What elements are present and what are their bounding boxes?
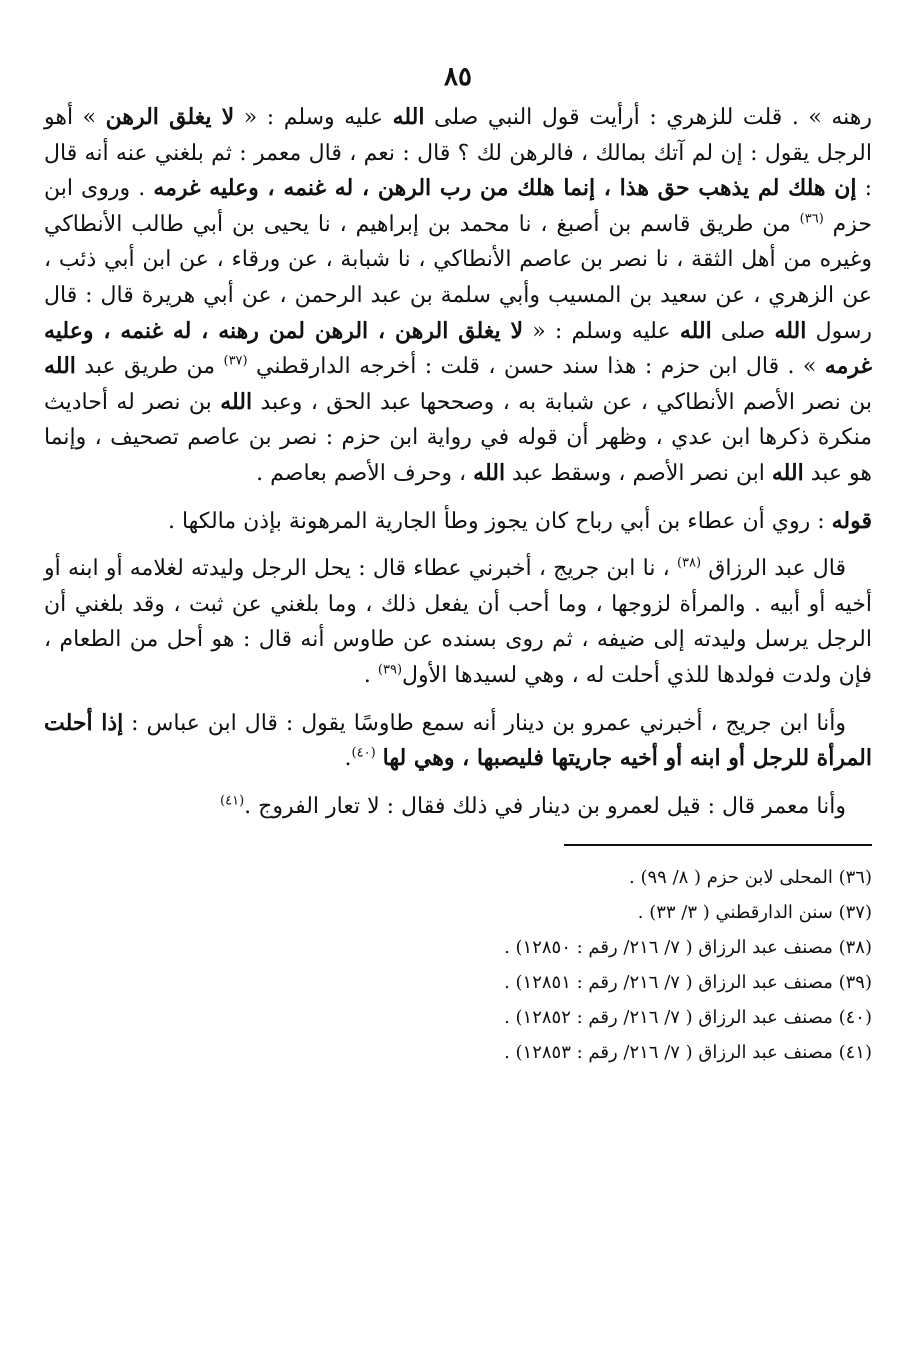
page-number: ٨٥ [444, 62, 472, 92]
text-run: عليه وسلم : « [523, 318, 680, 344]
text-run: قال عبد الرزاق [701, 556, 846, 582]
footnotes [44, 860, 872, 1070]
bold-text: الله [771, 459, 804, 486]
bold-text: لا يغلق الرهن [105, 104, 235, 130]
paragraph-p4 [44, 706, 872, 777]
footnote-ref: (٤٠) [351, 745, 376, 761]
text-run: : روي أن عطاء بن أبي رباح كان يجوز وطأ الجارية المرهونة بإذن مالكها . [167, 508, 832, 534]
text-run: من طريق قاسم بن أصبغ ، نا محمد بن إبراهيم ، نا يحيى بن أبي طالب الأنطاكي وغيره من أهل الثقة ، نا نصر بن عاصم الأنطاكي ، نا شبابة ، عن ورقاء ، عن ابن أبي ذئب ، عن الزهري ، عن سعيد بن المسيب وأبي سلمة بن عبد الرحمن ، عن أبي هريرة قال : قال رسول [44, 211, 873, 344]
paragraph-p2 [44, 504, 872, 540]
bold-text: الله [679, 317, 712, 344]
text-run: . وروى ابن حزم [44, 176, 872, 237]
footnote-item: (٣٨) مصنف عبد الرزاق ( ٧/ ٢١٦/ رقم : ١٢٨٥٠) . [504, 937, 872, 959]
text-run: عليه وسلم : « [234, 105, 393, 130]
text-run: بن نصر له أحاديث منكرة ذكرها ابن عدي ، وظهر أن قوله في رواية ابن حزم : نصر بن عاصم تصحيف ، وإنما هو عبد [44, 389, 872, 486]
bold-text: إن هلك لم يذهب حق هذا ، إنما هلك من رب الرهن ، له غنمه ، وعليه غرمه [153, 175, 857, 202]
bold-text: الله [473, 459, 506, 486]
footnote-item: (٣٩) مصنف عبد الرزاق ( ٧/ ٢١٦/ رقم : ١٢٨٥١) . [504, 972, 872, 994]
footnote-item: (٤١) مصنف عبد الرزاق ( ٧/ ٢١٦/ رقم : ١٢٨٥٣) . [504, 1042, 872, 1064]
text-run [376, 746, 383, 771]
bold-text: الله [774, 317, 807, 344]
text-run: وأنا ابن جريج ، أخبرني عمرو بن دينار أنه سمع طاوسًا يقول : قال ابن عباس : [123, 710, 846, 736]
footnote-ref: (٣٧) [223, 353, 248, 369]
text-run: رهنه » . قلت للزهري : أرأيت قول النبي صلى [424, 105, 872, 130]
text-run: ابن نصر الأصم ، وسقط عبد [505, 460, 772, 486]
bold-text: قوله [831, 507, 872, 534]
footnote-divider [564, 844, 872, 846]
text-run: . [363, 662, 378, 688]
footnote-item: (٣٦) المحلى لابن حزم ( ٨/ ٩٩) . [629, 867, 872, 889]
body-text [44, 100, 872, 824]
bold-text: الله [392, 104, 425, 130]
footnote-item: (٣٧) سنن الدارقطني ( ٣/ ٣٣) . [637, 902, 872, 924]
bold-text: الله [44, 353, 76, 380]
paragraph-p3 [44, 551, 872, 693]
text-run: وأنا معمر قال : قيل لعمرو بن دينار في ذلك فقال : لا تعار الفروج . [244, 793, 846, 819]
text-run: . [344, 746, 352, 772]
text-run: » أهو الرجل يقول : إن لم آتك بمالك ، فالرهن لك ؟ قال : نعم ، قال معمر : ثم بلغني عنه أنه قال : [44, 105, 873, 202]
footnote-ref: (٣٦) [799, 211, 824, 227]
text-run: ، وحرف الأصم بعاصم . [256, 460, 474, 486]
bold-text: لا يغلق الرهن ، الرهن لمن رهنه ، له غنمه ، وعليه غرمه [44, 317, 873, 380]
paragraph-p1 [44, 100, 872, 492]
footnote-ref: (٣٨) [676, 555, 702, 571]
text-run: من طريق عبد [75, 354, 224, 380]
footnote-ref: (٣٩) [377, 662, 403, 678]
text-run: بن نصر الأصم الأنطاكي ، عن شبابة به ، وصححها عبد الحق ، وعبد [252, 389, 872, 415]
text-run: ، نا ابن جريج ، أخبرني عطاء قال : يحل الرجل وليدته لغلامه أو ابنه أو أخيه أو أبيه . والمرأة لزوجها ، وما أحب أن يفعل ذلك ، وما بلغني عن ثبت ، وقد بلغني أن الرجل يرسل وليدته إلى ضيفه ، ثم روى بسنده عن طاوس أنه قال : هو أحل من الطعام ، فإن ولدت فولدها للذي أحلت له ، وهي لسيدها الأول [44, 556, 872, 688]
bold-text: إذا أحلت المرأة للرجل أو ابنه أو أخيه جاريتها فليصبها ، وهي لها [44, 709, 872, 772]
text-run: » . قال ابن حزم : هذا سند حسن ، قلت : أخرجه الدارقطني [247, 354, 825, 380]
footnote-item: (٤٠) مصنف عبد الرزاق ( ٧/ ٢١٦/ رقم : ١٢٨٥٢) . [504, 1007, 872, 1029]
paragraph-p5 [44, 789, 872, 825]
bold-text: الله [220, 388, 253, 415]
footnote-ref: (٤١) [220, 793, 245, 809]
text-run: صلى [711, 318, 775, 344]
